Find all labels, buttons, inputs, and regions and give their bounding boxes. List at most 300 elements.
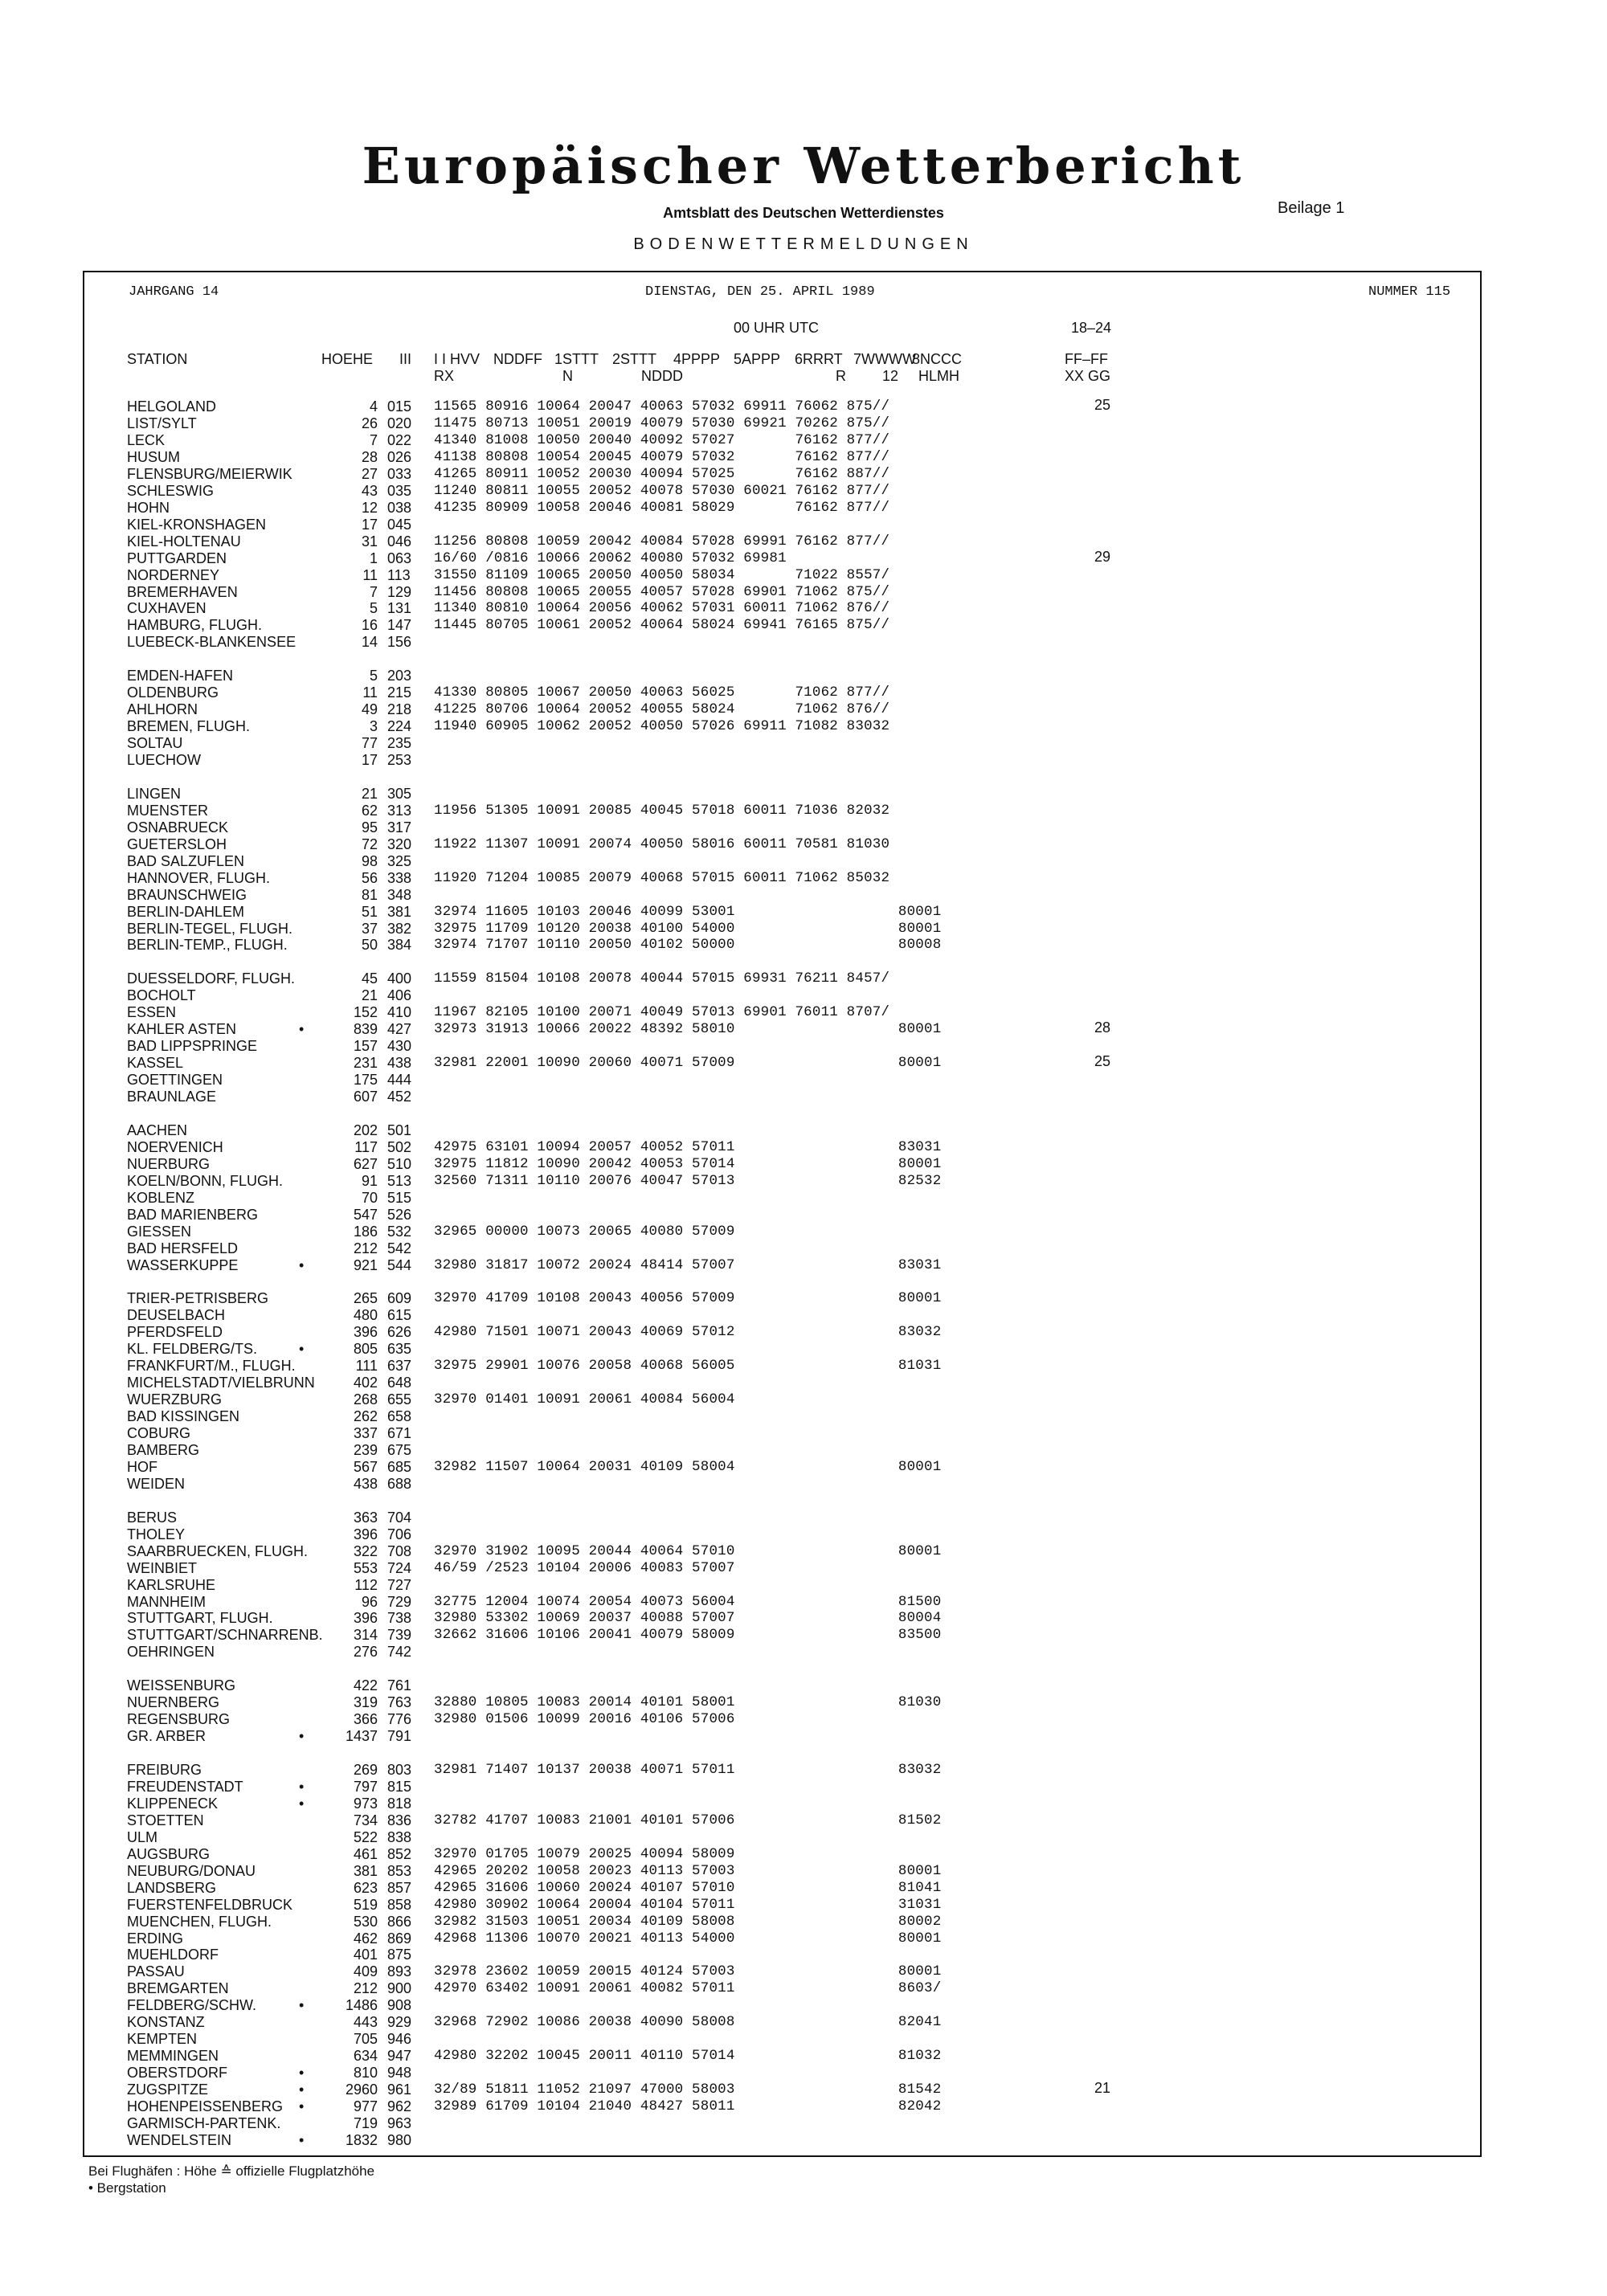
station-height: 7 xyxy=(369,431,378,448)
station-name: NUERNBERG xyxy=(127,1694,220,1711)
station-id: 113 xyxy=(387,566,411,583)
station-name: KASSEL xyxy=(127,1055,184,1072)
station-id: 803 xyxy=(387,1762,412,1778)
station-name: HUSUM xyxy=(127,448,180,465)
period-label: 18–24 xyxy=(1071,320,1112,336)
station-height: 396 xyxy=(353,1610,378,1627)
station-name: MUEHLDORF xyxy=(127,1947,219,1963)
station-height: 381 xyxy=(353,1862,378,1879)
station-name: GR. ARBER xyxy=(127,1728,206,1745)
station-height: 56 xyxy=(361,869,378,886)
station-name: KAHLER ASTEN xyxy=(127,1021,237,1038)
synop-codes: 32982 31503 10051 20034 40109 58008 80002 xyxy=(434,1913,942,1930)
station-id: 544 xyxy=(387,1256,412,1273)
station-id: 325 xyxy=(387,852,412,869)
station-height: 530 xyxy=(353,1913,378,1930)
station-id: 129 xyxy=(387,583,412,600)
station-id: 320 xyxy=(387,835,412,852)
station-height: 319 xyxy=(353,1694,378,1711)
station-name: PFERDSFELD xyxy=(127,1324,223,1341)
station-id: 156 xyxy=(387,634,412,651)
station-height: 1 xyxy=(369,549,378,566)
station-height: 5 xyxy=(369,600,378,617)
station-id: 253 xyxy=(387,752,412,768)
synop-codes: 11240 80811 10055 20052 40078 57030 60021 76162 877// xyxy=(434,482,890,499)
station-height: 438 xyxy=(353,1475,378,1492)
station-name: MUENCHEN, FLUGH. xyxy=(127,1913,272,1930)
station-height: 797 xyxy=(353,1778,378,1795)
mountain-marker: • xyxy=(299,1795,305,1812)
footnote-mountain: • Bergstation xyxy=(88,2180,166,2196)
station-name: BAMBERG xyxy=(127,1441,200,1458)
station-id: 035 xyxy=(387,482,412,499)
station-name: STOETTEN xyxy=(127,1812,204,1828)
synop-codes: 32980 01506 10099 20016 40106 57006 xyxy=(434,1711,735,1728)
station-id: 688 xyxy=(387,1475,412,1492)
station-name: BERLIN-TEMP., FLUGH. xyxy=(127,937,288,954)
header-c1b: RX xyxy=(434,368,455,384)
station-height: 461 xyxy=(353,1845,378,1862)
station-id: 706 xyxy=(387,1526,412,1542)
station-id: 410 xyxy=(387,1004,412,1021)
synop-codes: 11445 80705 10061 20052 40064 58024 69941 76165 875// xyxy=(434,617,890,634)
station-id: 655 xyxy=(387,1391,412,1408)
station-name: LANDSBERG xyxy=(127,1879,217,1896)
header-c9b: HLMH xyxy=(918,368,960,384)
station-height: 623 xyxy=(353,1879,378,1896)
station-height: 49 xyxy=(361,701,378,718)
station-name: KARLSRUHE xyxy=(127,1576,216,1593)
station-id: 609 xyxy=(387,1290,412,1307)
station-name: BAD MARIENBERG xyxy=(127,1206,259,1223)
station-height: 973 xyxy=(353,1795,378,1812)
section-title: BODENWETTERMELDUNGEN xyxy=(633,235,974,253)
station-height: 553 xyxy=(353,1559,378,1576)
synop-codes: 32965 00000 10073 20065 40080 57009 xyxy=(434,1223,735,1240)
station-id: 022 xyxy=(387,431,412,448)
station-id: 763 xyxy=(387,1694,412,1711)
station-id: 444 xyxy=(387,1072,412,1088)
station-height: 443 xyxy=(353,2014,378,2031)
station-id: 815 xyxy=(387,1778,412,1795)
station-name: FUERSTENFELDBRUCK xyxy=(127,1896,293,1913)
synop-codes: 41235 80909 10058 20046 40081 58029 76162 877// xyxy=(434,499,890,516)
issue-number: NUMMER 115 xyxy=(1368,284,1451,300)
station-name: ZUGSPITZE xyxy=(127,2082,209,2098)
station-name: NEUBURG/DONAU xyxy=(127,1862,256,1879)
synop-codes: 32981 22001 10090 20060 40071 57009 80001 xyxy=(434,1055,942,1072)
station-name: LUEBECK-BLANKENSEE xyxy=(127,634,296,651)
station-height: 186 xyxy=(353,1223,378,1240)
synop-codes: 42965 20202 10058 20023 40113 57003 80001 xyxy=(434,1862,942,1879)
station-id: 218 xyxy=(387,701,412,718)
mountain-marker: • xyxy=(299,2131,305,2148)
synop-codes: 42968 11306 10070 20021 40113 54000 80001 xyxy=(434,1930,942,1947)
synop-codes: 32662 31606 10106 20041 40079 58009 83500 xyxy=(434,1627,942,1644)
station-height: 95 xyxy=(361,819,378,835)
station-name: COBURG xyxy=(127,1425,191,1441)
station-height: 977 xyxy=(353,2098,378,2114)
station-name: TRIER-PETRISBERG xyxy=(127,1290,269,1307)
header-c3b: N xyxy=(562,368,573,384)
synop-codes: 32989 61709 10104 21040 48427 58011 82042 xyxy=(434,2098,942,2114)
station-id: 427 xyxy=(387,1021,412,1038)
station-height: 175 xyxy=(353,1072,378,1088)
station-height: 1832 xyxy=(345,2131,378,2148)
station-height: 567 xyxy=(353,1458,378,1475)
station-name: LECK xyxy=(127,431,166,448)
station-name: ESSEN xyxy=(127,1004,177,1021)
station-name: BREMGARTEN xyxy=(127,1980,229,1997)
station-id: 738 xyxy=(387,1610,412,1627)
station-id: 791 xyxy=(387,1728,412,1745)
station-id: 015 xyxy=(387,398,412,415)
station-id: 724 xyxy=(387,1559,412,1576)
station-name: FLENSBURG/MEIERWIK xyxy=(127,465,292,482)
station-height: 72 xyxy=(361,835,378,852)
station-id: 685 xyxy=(387,1458,412,1475)
station-height: 1486 xyxy=(345,1997,378,2014)
station-id: 542 xyxy=(387,1240,412,1256)
station-height: 2960 xyxy=(345,2082,378,2098)
synop-codes: 46/59 /2523 10104 20006 40083 57007 xyxy=(434,1559,735,1576)
header-c5: 4PPPP xyxy=(673,351,721,367)
synop-codes: 32978 23602 10059 20015 40124 57003 80001 xyxy=(434,1963,942,1980)
station-name: NORDERNEY xyxy=(127,566,220,583)
station-height: 112 xyxy=(354,1576,378,1593)
station-name: WEIDEN xyxy=(127,1475,185,1492)
synop-codes: 32975 29901 10076 20058 40068 56005 81031 xyxy=(434,1358,942,1375)
synop-codes: 41138 80808 10054 20045 40079 57032 76162 877// xyxy=(434,448,890,465)
station-height: 522 xyxy=(353,1828,378,1845)
gust-value: 28 xyxy=(1094,1019,1111,1036)
footnote-airport: Bei Flughäfen : Höhe ≙ offizielle Flugplatzhöhe xyxy=(88,2163,375,2179)
station-height: 51 xyxy=(361,903,378,920)
station-name: WEINBIET xyxy=(127,1559,198,1576)
station-id: 026 xyxy=(387,448,412,465)
station-height: 157 xyxy=(353,1038,378,1055)
station-height: 17 xyxy=(361,516,378,533)
station-height: 117 xyxy=(354,1138,378,1155)
synop-codes: 11920 71204 10085 20079 40068 57015 60011 71062 85032 xyxy=(434,869,890,886)
station-height: 27 xyxy=(361,465,378,482)
header-c3: 1STTT xyxy=(554,351,599,367)
station-name: KONSTANZ xyxy=(127,2014,205,2031)
station-name: OEHRINGEN xyxy=(127,1644,215,1661)
synop-codes: 32970 01705 10079 20025 40094 58009 xyxy=(434,1845,735,1862)
synop-codes: 42980 32202 10045 20011 40110 57014 81032 xyxy=(434,2048,942,2065)
station-name: KLIPPENECK xyxy=(127,1795,219,1812)
station-name: WENDELSTEIN xyxy=(127,2131,232,2148)
station-id: 313 xyxy=(387,802,412,819)
station-name: PUTTGARDEN xyxy=(127,549,227,566)
station-height: 50 xyxy=(361,937,378,954)
station-height: 81 xyxy=(361,886,378,903)
station-id: 615 xyxy=(387,1307,412,1324)
station-name: ULM xyxy=(127,1828,158,1845)
station-height: 77 xyxy=(361,735,378,751)
station-height: 70 xyxy=(361,1189,378,1206)
synop-codes: 32560 71311 10110 20076 40047 57013 82532 xyxy=(434,1172,942,1189)
header-hoehe: HOEHE xyxy=(321,351,374,367)
station-name: DEUSELBACH xyxy=(127,1307,226,1324)
mountain-marker: • xyxy=(299,1256,305,1273)
synop-codes: 41265 80911 10052 20030 40094 57025 76162 887// xyxy=(434,465,890,482)
station-height: 1437 xyxy=(345,1728,378,1745)
station-height: 366 xyxy=(353,1711,378,1728)
station-height: 265 xyxy=(353,1290,378,1307)
synop-codes: 32980 53302 10069 20037 40088 57007 80004 xyxy=(434,1610,942,1627)
synop-codes: 41340 81008 10050 20040 40092 57027 76162 877// xyxy=(434,431,890,448)
station-height: 402 xyxy=(353,1375,378,1391)
station-height: 363 xyxy=(353,1509,378,1526)
station-name: HOHN xyxy=(127,499,170,516)
station-name: HELGOLAND xyxy=(127,398,217,415)
station-id: 727 xyxy=(387,1576,412,1593)
station-id: 708 xyxy=(387,1542,412,1559)
mountain-marker: • xyxy=(299,2082,305,2098)
utc-label: 00 UHR UTC xyxy=(734,320,820,336)
station-name: HAMBURG, FLUGH. xyxy=(127,617,263,634)
header-c10: FF–FF xyxy=(1065,351,1108,367)
station-height: 705 xyxy=(353,2031,378,2048)
station-height: 409 xyxy=(353,1963,378,1980)
station-height: 805 xyxy=(353,1341,378,1358)
station-id: 131 xyxy=(387,600,412,617)
station-id: 215 xyxy=(387,684,412,701)
station-name: SOLTAU xyxy=(127,735,183,751)
station-name: WEISSENBURG xyxy=(127,1677,236,1694)
station-id: 838 xyxy=(387,1828,412,1845)
report-subtitle: Amtsblatt des Deutschen Wetterdienstes xyxy=(663,205,944,221)
gust-value: 21 xyxy=(1094,2080,1111,2096)
station-name: MEMMINGEN xyxy=(127,2048,219,2065)
synop-codes: 11475 80713 10051 20019 40079 57030 69921 70262 875// xyxy=(434,415,890,431)
header-c1: I I HVV xyxy=(434,351,480,367)
station-height: 91 xyxy=(361,1172,378,1189)
synop-codes: 41330 80805 10067 20050 40063 56025 71062 877// xyxy=(434,684,890,701)
station-height: 98 xyxy=(361,852,378,869)
station-id: 675 xyxy=(387,1441,412,1458)
station-name: GUETERSLOH xyxy=(127,835,227,852)
header-station: STATION xyxy=(127,351,188,367)
station-height: 4 xyxy=(369,398,378,415)
synop-codes: 32975 11812 10090 20042 40053 57014 80001 xyxy=(434,1155,942,1172)
header-c4b: NDDD xyxy=(641,368,683,384)
station-id: 338 xyxy=(387,869,412,886)
station-id: 305 xyxy=(387,785,412,802)
station-height: 37 xyxy=(361,920,378,937)
synop-codes: 16/60 /0816 10066 20062 40080 57032 69981 xyxy=(434,549,787,566)
station-id: 046 xyxy=(387,533,412,549)
station-name: PASSAU xyxy=(127,1963,185,1980)
station-name: SCHLESWIG xyxy=(127,482,215,499)
station-id: 224 xyxy=(387,718,412,735)
station-name: AACHEN xyxy=(127,1121,188,1138)
station-name: BAD HERSFELD xyxy=(127,1240,239,1256)
station-id: 406 xyxy=(387,987,412,1004)
station-id: 980 xyxy=(387,2131,412,2148)
station-name: SAARBRUECKEN, FLUGH. xyxy=(127,1542,309,1559)
station-id: 515 xyxy=(387,1189,412,1206)
station-id: 348 xyxy=(387,886,412,903)
synop-codes: 32981 71407 10137 20038 40071 57011 83032 xyxy=(434,1762,942,1778)
station-height: 212 xyxy=(353,1980,378,1997)
synop-codes: 41225 80706 10064 20052 40055 58024 71062 876// xyxy=(434,701,890,718)
station-id: 671 xyxy=(387,1425,412,1441)
station-name: BAD KISSINGEN xyxy=(127,1408,240,1424)
header-c2: NDDFF xyxy=(493,351,542,367)
station-name: BAD LIPPSPRINGE xyxy=(127,1038,258,1055)
synop-codes: 11922 11307 10091 20074 40050 58016 60011 70581 81030 xyxy=(434,835,890,852)
synop-codes: 32980 31817 10072 20024 48414 57007 83031 xyxy=(434,1256,942,1273)
station-height: 5 xyxy=(369,668,378,684)
station-name: GOETTINGEN xyxy=(127,1072,223,1088)
station-name: BERLIN-TEGEL, FLUGH. xyxy=(127,920,293,937)
synop-codes: 42980 30902 10064 20004 40104 57011 31031 xyxy=(434,1896,942,1913)
station-height: 17 xyxy=(361,752,378,768)
mountain-marker: • xyxy=(299,1778,305,1795)
station-height: 396 xyxy=(353,1324,378,1341)
header-c7: 6RRRT xyxy=(795,351,843,367)
station-height: 62 xyxy=(361,802,378,819)
station-id: 742 xyxy=(387,1644,412,1661)
station-height: 202 xyxy=(353,1121,378,1138)
station-height: 152 xyxy=(353,1004,378,1021)
station-name: AUGSBURG xyxy=(127,1845,211,1862)
station-name: LUECHOW xyxy=(127,752,202,768)
synop-codes: 11565 80916 10064 20047 40063 57032 69911 76062 875// xyxy=(434,398,890,415)
station-height: 269 xyxy=(353,1762,378,1778)
station-height: 11 xyxy=(362,566,378,583)
station-name: BAD SALZUFLEN xyxy=(127,852,245,869)
station-id: 033 xyxy=(387,465,412,482)
station-id: 502 xyxy=(387,1138,412,1155)
station-height: 627 xyxy=(353,1155,378,1172)
synop-codes: 32775 12004 10074 20054 40073 56004 81500 xyxy=(434,1593,942,1610)
station-name: BERUS xyxy=(127,1509,178,1526)
station-height: 462 xyxy=(353,1930,378,1947)
station-height: 719 xyxy=(353,2114,378,2131)
station-name: STUTTGART, FLUGH. xyxy=(127,1610,273,1627)
station-name: FRANKFURT/M., FLUGH. xyxy=(127,1358,296,1375)
header-iii: III xyxy=(399,351,412,367)
station-height: 337 xyxy=(353,1425,378,1441)
station-height: 239 xyxy=(353,1441,378,1458)
synop-codes: 11967 82105 10100 20071 40049 57013 69901 76011 8707/ xyxy=(434,1004,890,1021)
station-id: 038 xyxy=(387,499,412,516)
synop-codes: 11340 80810 10064 20056 40062 57031 60011 71062 876// xyxy=(434,600,890,617)
station-height: 276 xyxy=(353,1644,378,1661)
station-height: 401 xyxy=(353,1947,378,1963)
station-id: 637 xyxy=(387,1358,412,1375)
station-height: 547 xyxy=(353,1206,378,1223)
station-id: 400 xyxy=(387,970,412,987)
synop-codes: 31550 81109 10065 20050 40050 58034 71022 8557/ xyxy=(434,566,890,583)
station-id: 382 xyxy=(387,920,412,937)
synop-codes: 32968 72902 10086 20038 40090 58008 82041 xyxy=(434,2014,942,2031)
synop-codes: 32/89 51811 11052 21097 47000 58003 81542 xyxy=(434,2082,942,2098)
synop-codes: 42980 71501 10071 20043 40069 57012 83032 xyxy=(434,1324,942,1341)
station-name: KIEL-HOLTENAU xyxy=(127,533,241,549)
date-label: DIENSTAG, DEN 25. APRIL 1989 xyxy=(645,284,875,300)
report-title: Europäischer Wetterbericht xyxy=(362,137,1245,195)
station-id: 818 xyxy=(387,1795,412,1812)
station-height: 16 xyxy=(361,617,378,634)
station-id: 893 xyxy=(387,1963,412,1980)
station-height: 921 xyxy=(353,1256,378,1273)
station-id: 235 xyxy=(387,735,412,751)
station-height: 314 xyxy=(353,1627,378,1644)
synop-codes: 11456 80808 10065 20055 40057 57028 69901 71062 875// xyxy=(434,583,890,600)
header-c8: 7WWWW xyxy=(853,351,916,367)
header-c6: 5APPP xyxy=(734,351,781,367)
station-id: 739 xyxy=(387,1627,412,1644)
header-c4: 2STTT xyxy=(612,351,657,367)
station-id: 648 xyxy=(387,1375,412,1391)
station-id: 853 xyxy=(387,1862,412,1879)
station-name: OBERSTDORF xyxy=(127,2065,228,2081)
station-name: KOBLENZ xyxy=(127,1189,195,1206)
station-id: 501 xyxy=(387,1121,412,1138)
mountain-marker: • xyxy=(299,1728,305,1745)
synop-codes: 11940 60905 10062 20052 40050 57026 69911 71082 83032 xyxy=(434,718,890,735)
mountain-marker: • xyxy=(299,1021,305,1038)
station-id: 852 xyxy=(387,1845,412,1862)
station-name: THOLEY xyxy=(127,1526,186,1542)
station-id: 858 xyxy=(387,1896,412,1913)
synop-codes: 32982 11507 10064 20031 40109 58004 80001 xyxy=(434,1458,942,1475)
mountain-marker: • xyxy=(299,2065,305,2081)
station-name: BRAUNLAGE xyxy=(127,1089,217,1105)
volume-label: JAHRGANG 14 xyxy=(129,284,219,300)
station-name: WASSERKUPPE xyxy=(127,1256,239,1273)
synop-codes: 32782 41707 10083 21001 40101 57006 81502 xyxy=(434,1812,942,1828)
station-name: MUENSTER xyxy=(127,802,209,819)
station-height: 31 xyxy=(361,533,378,549)
station-id: 963 xyxy=(387,2114,412,2131)
station-height: 607 xyxy=(353,1089,378,1105)
station-height: 396 xyxy=(353,1526,378,1542)
station-height: 21 xyxy=(361,785,378,802)
station-id: 776 xyxy=(387,1711,412,1728)
station-name: EMDEN-HAFEN xyxy=(127,668,234,684)
synop-codes: 32975 11709 10120 20038 40100 54000 80001 xyxy=(434,920,942,937)
station-height: 262 xyxy=(353,1408,378,1424)
synop-codes: 11956 51305 10091 20085 40045 57018 60011 71036 82032 xyxy=(434,802,890,819)
station-height: 11 xyxy=(362,684,378,701)
station-name: GIESSEN xyxy=(127,1223,192,1240)
station-id: 857 xyxy=(387,1879,412,1896)
station-id: 900 xyxy=(387,1980,412,1997)
station-id: 761 xyxy=(387,1677,412,1694)
station-height: 111 xyxy=(355,1358,378,1375)
station-id: 532 xyxy=(387,1223,412,1240)
mountain-marker: • xyxy=(299,2098,305,2114)
station-height: 268 xyxy=(353,1391,378,1408)
synop-codes: 42975 63101 10094 20057 40052 57011 83031 xyxy=(434,1138,942,1155)
station-name: ERDING xyxy=(127,1930,184,1947)
station-name: FREUDENSTADT xyxy=(127,1778,243,1795)
station-name: STUTTGART/SCHNARRENB. xyxy=(127,1627,323,1644)
station-height: 212 xyxy=(353,1240,378,1256)
station-id: 962 xyxy=(387,2098,412,2114)
station-name: KIEL-KRONSHAGEN xyxy=(127,516,267,533)
synop-codes: 32974 11605 10103 20046 40099 53001 80001 xyxy=(434,903,942,920)
synop-codes: 32970 01401 10091 20061 40084 56004 xyxy=(434,1391,735,1408)
station-name: BERLIN-DAHLEM xyxy=(127,903,245,920)
station-id: 946 xyxy=(387,2031,412,2048)
